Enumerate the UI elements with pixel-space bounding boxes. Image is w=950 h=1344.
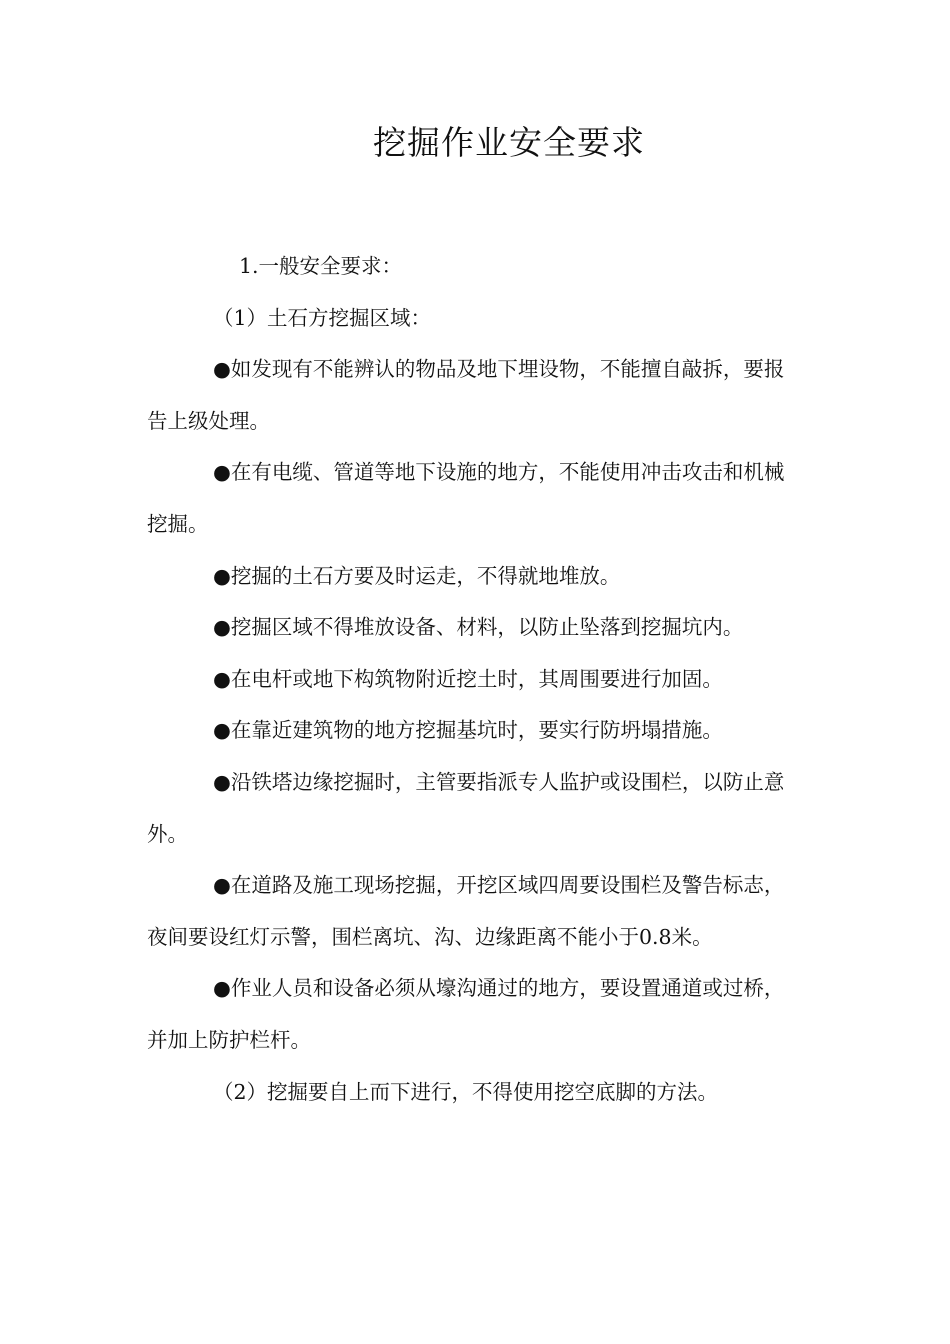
- document-body: [147, 241, 797, 1118]
- bullet-item: ●在靠近建筑物的地方挖掘基坑时，要实行防坍塌措施。: [213, 718, 723, 743]
- subsection-heading: （1）土石方挖掘区域：: [213, 305, 432, 330]
- section-heading: 1.一般安全要求：: [239, 254, 403, 278]
- document-title: 挖掘作业安全要求: [373, 123, 645, 162]
- bullet-item: ●在有电缆、管道等地下设施的地方，不能使用冲击攻击和机械挖掘。: [147, 460, 785, 536]
- bullet-item: ●沿铁塔边缘挖掘时，主管要指派专人监护或设围栏，以防止意外。: [147, 769, 785, 846]
- subsection-heading: （2）挖掘要自上而下进行，不得使用挖空底脚的方法。: [213, 1079, 719, 1104]
- bullet-item: ●在电杆或地下构筑物附近挖土时，其周围要进行加固。: [213, 666, 723, 691]
- bullet-item: ●在道路及施工现场挖掘，开挖区域四周要设围栏及警告标志，夜间要设红灯示警，围栏离坑、沟、边缘距离不能小于0.8米。: [147, 873, 785, 949]
- bullet-item: ●挖掘区域不得堆放设备、材料，以防止坠落到挖掘坑内。: [213, 615, 744, 640]
- bullet-item: ●作业人员和设备必须从壕沟通过的地方，要设置通道或过桥，并加上防护栏杆。: [147, 976, 785, 1052]
- bullet-item: ●如发现有不能辨认的物品及地下埋设物，不能擅自敲拆，要报告上级处理。: [147, 357, 785, 433]
- bullet-item: ●挖掘的土石方要及时运走，不得就地堆放。: [213, 563, 621, 588]
